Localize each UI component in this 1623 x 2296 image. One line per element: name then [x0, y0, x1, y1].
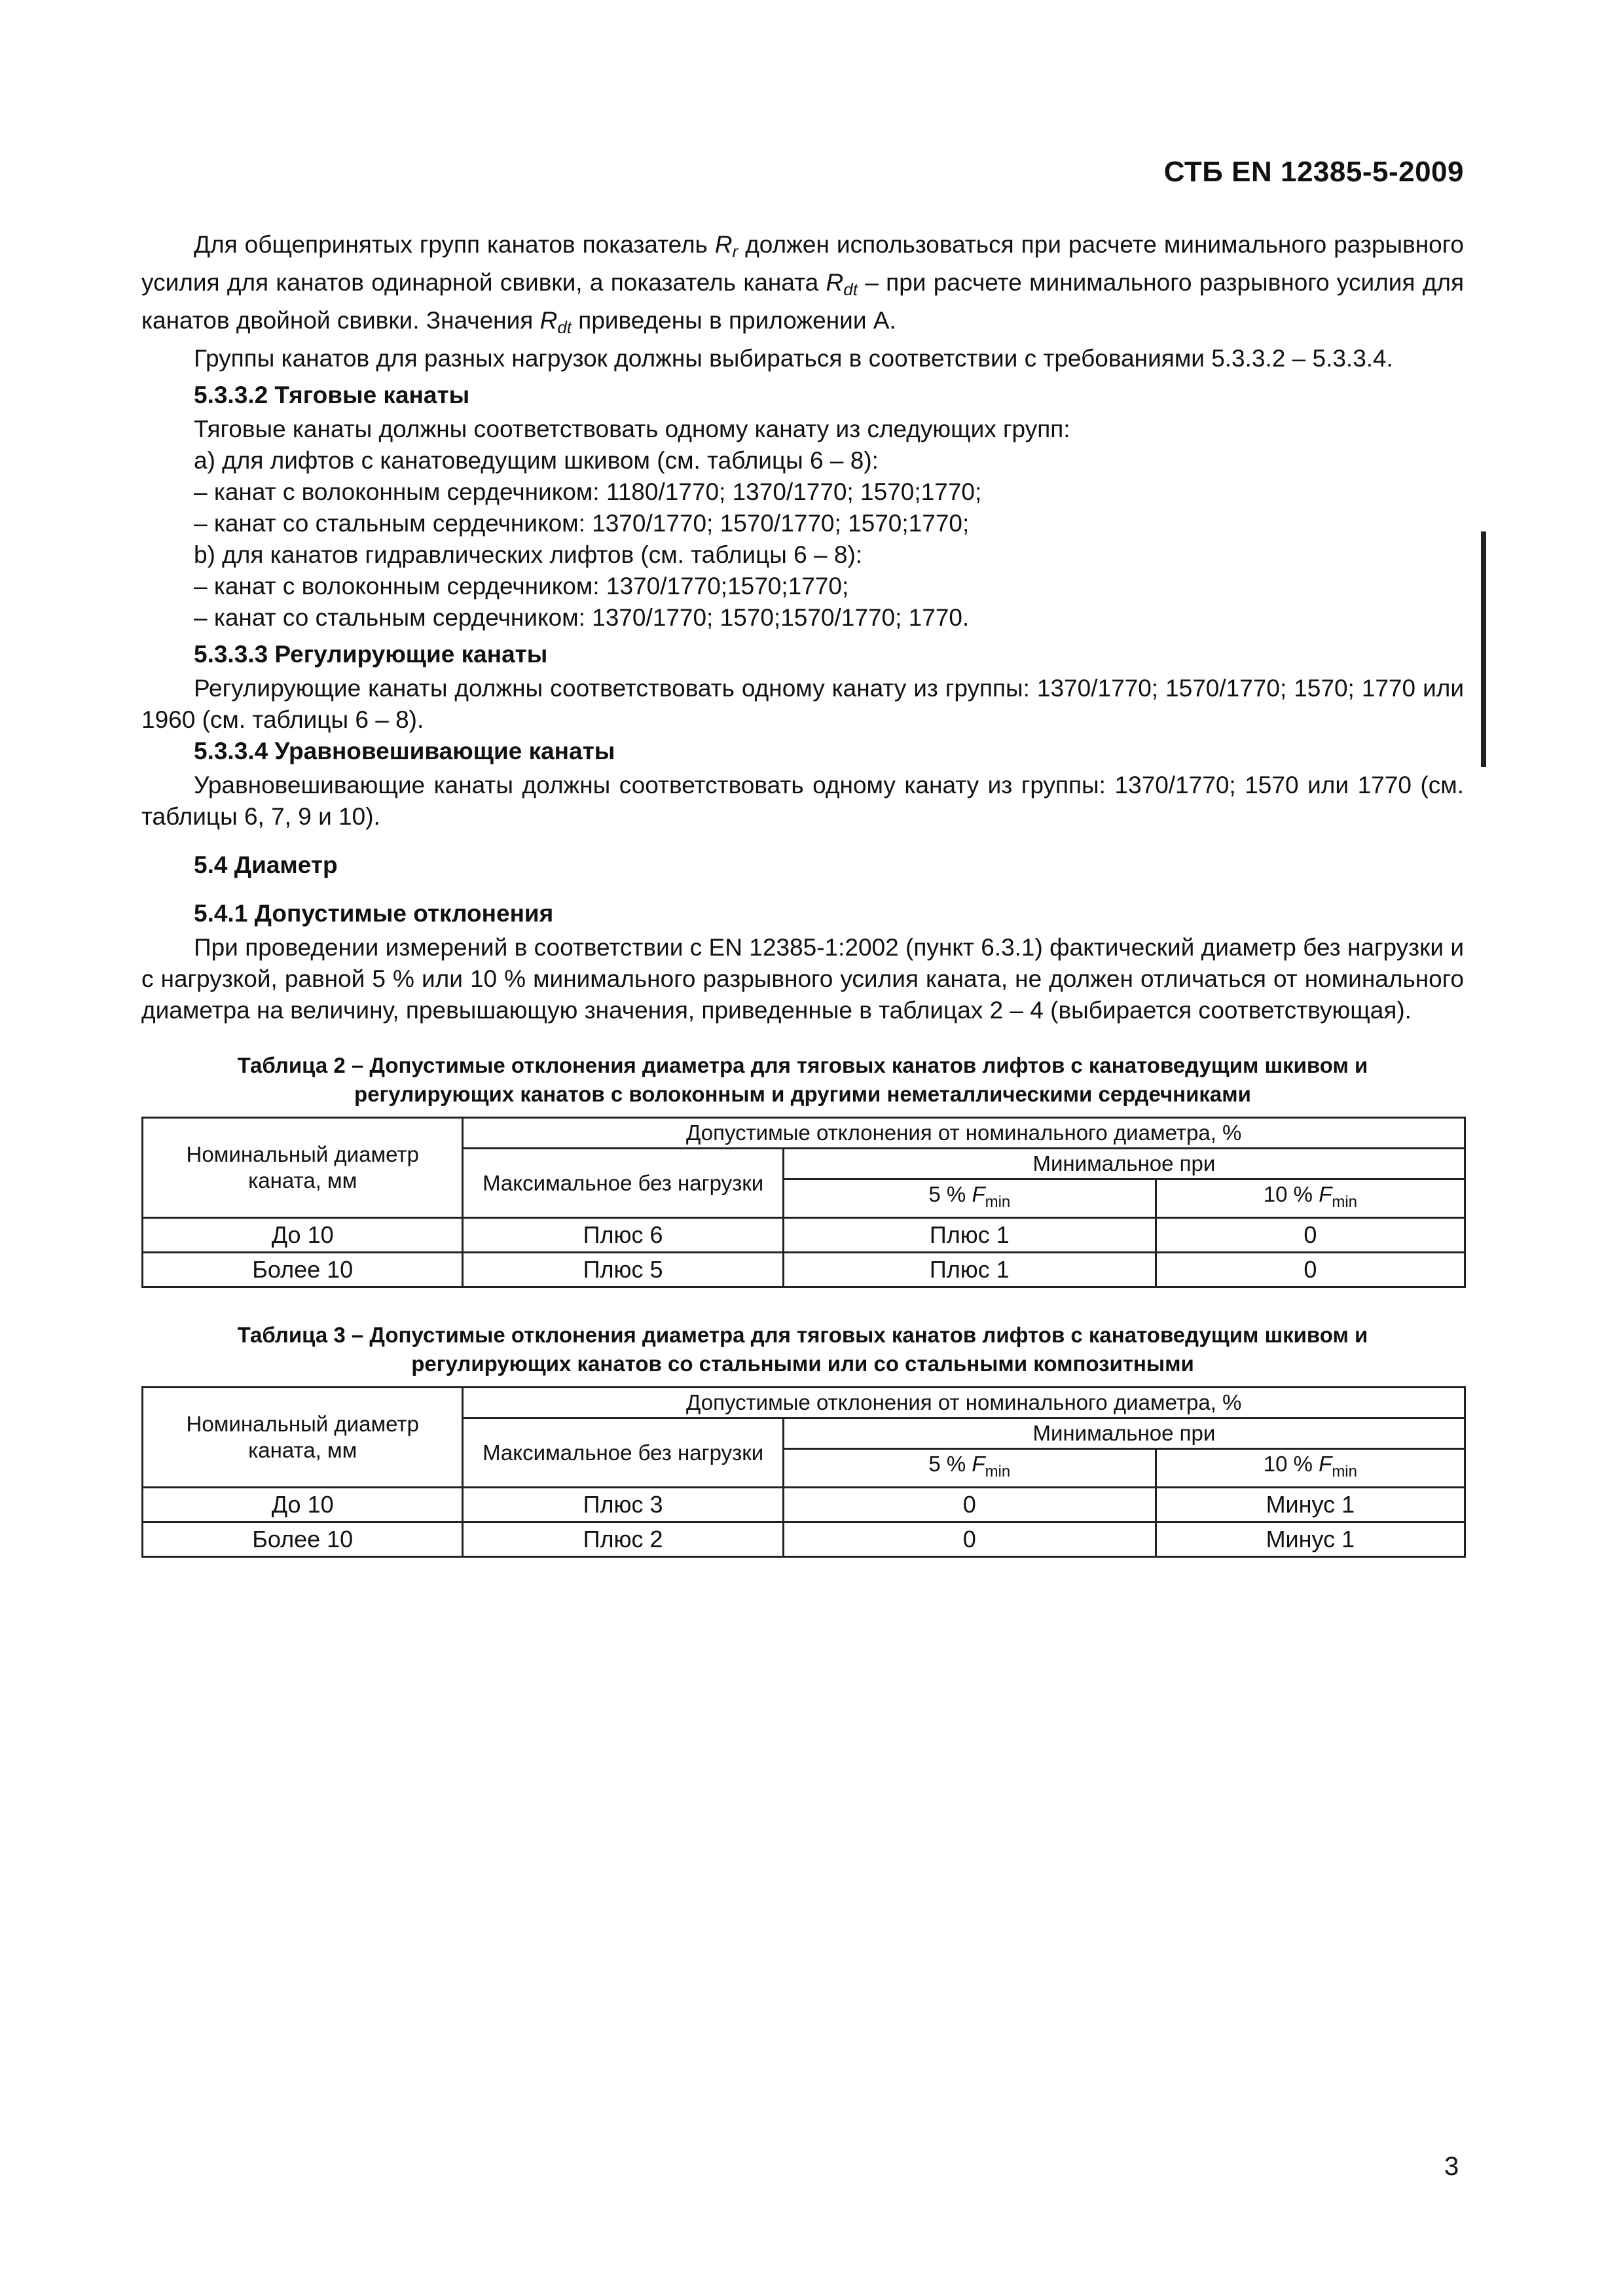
table-row — [143, 1522, 1465, 1557]
list-line: – канат с волоконным сердечником: 1370/1770;1570;1770; — [194, 573, 849, 600]
table-cell: Плюс 1 — [783, 1253, 1156, 1287]
caption-line: Таблица 2 – Допустимые отклонения диаметра для тяговых канатов лифтов с канатоведущим шкивом и — [237, 1053, 1368, 1077]
symbol-r: R — [539, 307, 558, 334]
page-content — [141, 229, 1464, 1558]
list-line: b) для канатов гидравлических лифтов (см. таблицы 6 – 8): — [194, 541, 863, 568]
symbol-f-subscript: min — [1332, 1463, 1357, 1480]
paragraph-tolerances: При проведении измерений в соответствии с EN 12385-1:2002 (пункт 6.3.1) фактический диаметр без нагрузки и с нагрузкой, равной 5 % или 10 % минимального разрывного усилия каната, не должен отличаться от номинального диаметра на величину, превышающую значения, приведенные в таблицах 2 – 4 (выбирается соответствующая). — [141, 934, 1464, 1024]
table-3-caption — [141, 1321, 1464, 1378]
header-min-at: Минимальное при — [783, 1418, 1465, 1449]
paragraph-regulating-ropes: Регулирующие канаты должны соответствовать одному канату из группы: 1370/1770; 1570/1770; 1570; 1770 или 1960 (см. таблицы 6 – 8). — [141, 675, 1464, 733]
table-cell: 0 — [1156, 1218, 1465, 1253]
header-max-no-load: Максимальное без нагрузки — [463, 1149, 783, 1218]
table-cell: Плюс 5 — [463, 1253, 783, 1287]
table-cell: 0 — [783, 1488, 1156, 1522]
text-span: 5 % — [928, 1182, 972, 1206]
symbol-r-subscript: dt — [843, 279, 858, 299]
table-cell: Более 10 — [143, 1253, 463, 1287]
list-line: Тяговые канаты должны соответствовать одному канату из следующих групп: — [194, 416, 1070, 442]
table-cell: Плюс 1 — [783, 1218, 1156, 1253]
header-nominal-diameter: Номинальный диаметр каната, мм — [143, 1118, 463, 1218]
text-span: должен использоваться при расчете минимального разрывного усилия для канатов одинарной свивки, а показатель каната — [141, 231, 1464, 296]
header-5-percent-fmin — [783, 1179, 1156, 1218]
header-5-percent-fmin — [783, 1449, 1156, 1488]
symbol-r-subscript: dt — [557, 317, 572, 337]
table-row — [143, 1488, 1465, 1522]
paragraph-rope-groups — [141, 229, 1464, 343]
caption-line: регулирующих канатов с волоконным и другими неметаллическими сердечниками — [354, 1082, 1251, 1106]
symbol-f-subscript: min — [985, 1193, 1011, 1211]
table-cell: 0 — [783, 1522, 1156, 1557]
list-line: – канат с волоконным сердечником: 1180/1770; 1370/1770; 1570;1770; — [194, 478, 982, 505]
list-line: – канат со стальным сердечником: 1370/1770; 1570/1770; 1570;1770; — [194, 510, 970, 537]
heading-5-4-1: 5.4.1 Допустимые отклонения — [194, 900, 554, 927]
table-3 — [141, 1386, 1466, 1558]
document-id: СТБ EN 12385-5-2009 — [1163, 156, 1464, 188]
table-2-caption — [141, 1051, 1464, 1109]
caption-line: регулирующих канатов со стальными или со стальными композитными — [411, 1352, 1194, 1376]
list-line: – канат со стальным сердечником: 1370/1770; 1570;1570/1770; 1770. — [194, 604, 970, 631]
table-cell: Плюс 6 — [463, 1218, 783, 1253]
table-cell: Минус 1 — [1156, 1488, 1465, 1522]
table-cell: До 10 — [143, 1218, 463, 1253]
header-min-at: Минимальное при — [783, 1149, 1465, 1179]
header-max-no-load: Максимальное без нагрузки — [463, 1418, 783, 1488]
table-cell: Более 10 — [143, 1522, 463, 1557]
text-span: – при расчете минимального разрывного усилия для канатов двойной свивки. Значения — [141, 269, 1464, 334]
header-deviations: Допустимые отклонения от номинального диаметра, % — [463, 1388, 1465, 1418]
change-bar — [1481, 531, 1486, 767]
table-row — [143, 1253, 1465, 1287]
heading-5-3-3-3: 5.3.3.3 Регулирующие канаты — [194, 641, 548, 668]
symbol-f-subscript: min — [1332, 1193, 1358, 1211]
page-number: 3 — [1444, 2152, 1459, 2181]
symbol-f: F — [1319, 1452, 1332, 1476]
symbol-f-subscript: min — [985, 1463, 1011, 1480]
symbol-f: F — [1319, 1182, 1332, 1206]
header-nominal-diameter: Номинальный диаметр каната, мм — [143, 1388, 463, 1488]
heading-5-3-3-2: 5.3.3.2 Тяговые канаты — [194, 382, 470, 408]
paragraph-balancing-ropes: Уравновешивающие канаты должны соответствовать одному канату из группы: 1370/1770; 1570 или 1770 (см. таблицы 6, 7, 9 и 10). — [141, 772, 1464, 830]
table-row — [143, 1218, 1465, 1253]
caption-line: Таблица 3 – Допустимые отклонения диаметра для тяговых канатов лифтов с канатоведущим шкивом и — [237, 1323, 1368, 1347]
heading-5-3-3-4: 5.3.3.4 Уравновешивающие канаты — [194, 738, 615, 764]
heading-5-4: 5.4 Диаметр — [194, 852, 338, 878]
header-deviations: Допустимые отклонения от номинального диаметра, % — [463, 1118, 1465, 1149]
symbol-f: F — [972, 1452, 985, 1476]
paragraph-group-selection: Группы канатов для разных нагрузок должны выбираться в соответствии с требованиями 5.3.3.2 – 5.3.3.4. — [194, 345, 1393, 372]
symbol-f: F — [972, 1182, 985, 1206]
text-span: Для общепринятых групп канатов показатель — [194, 231, 715, 258]
symbol-r: R — [826, 269, 844, 296]
symbol-r-subscript: r — [732, 242, 739, 261]
text-span: 10 % — [1263, 1452, 1319, 1476]
header-10-percent-fmin — [1156, 1449, 1465, 1488]
table-cell: До 10 — [143, 1488, 463, 1522]
table-2 — [141, 1117, 1466, 1288]
header-10-percent-fmin — [1156, 1179, 1465, 1218]
table-cell: 0 — [1156, 1253, 1465, 1287]
text-span: приведены в приложении А. — [572, 307, 896, 334]
list-line: a) для лифтов с канатоведущим шкивом (см. таблицы 6 – 8): — [194, 447, 879, 474]
table-cell: Плюс 2 — [463, 1522, 783, 1557]
table-cell: Минус 1 — [1156, 1522, 1465, 1557]
text-span: 10 % — [1263, 1182, 1319, 1206]
table-cell: Плюс 3 — [463, 1488, 783, 1522]
text-span: 5 % — [928, 1452, 972, 1476]
symbol-r: R — [714, 231, 733, 258]
